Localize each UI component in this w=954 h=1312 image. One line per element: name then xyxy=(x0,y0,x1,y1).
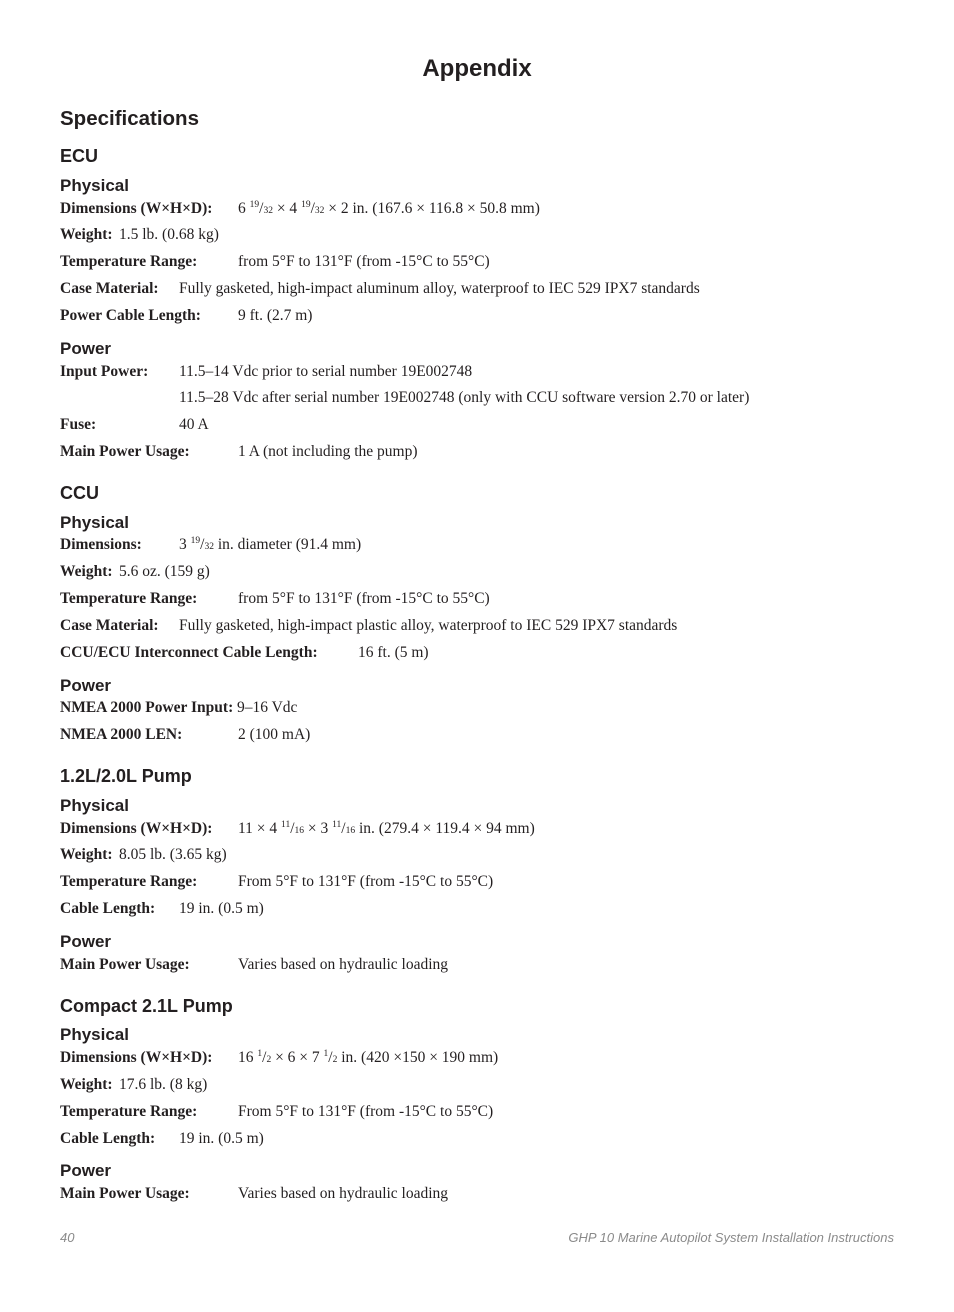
pump12-weight-value: 8.05 lb. (3.65 kg) xyxy=(119,846,227,863)
ecu-heading: ECU xyxy=(60,146,99,166)
pump12-physical-heading: Physical xyxy=(60,796,129,815)
ecu-dimensions-value: 6 $^{19}$/32 × 4 $^{19}$/32 × 2 in. (167.6 × 116.8 × 50.8 mm) xyxy=(238,200,540,217)
pump21-usage-value: Varies based on hydraulic loading xyxy=(238,1185,449,1202)
pump12-temperature-label: Temperature Range: xyxy=(60,873,198,890)
page-number: 40 xyxy=(60,1230,75,1245)
ccu-weight-value: 5.6 oz. (159 g) xyxy=(119,563,210,580)
ccu-dimensions-value: 3 $^{19}$/32 in. diameter (91.4 mm) xyxy=(179,536,362,553)
ccu-cable-value: 16 ft. (5 m) xyxy=(358,644,429,661)
ccu-physical-heading: Physical xyxy=(60,513,129,532)
pump12-cable-value: 19 in. (0.5 m) xyxy=(179,900,264,917)
document-title: GHP 10 Marine Autopilot System Installation Instructions xyxy=(568,1230,894,1245)
ccu-case-value: Fully gasketed, high-impact plastic alloy, waterproof to IEC 529 IPX7 standards xyxy=(179,617,678,634)
pump21-usage-label: Main Power Usage: xyxy=(60,1185,190,1202)
ecu-fuse-label: Fuse: xyxy=(60,416,97,433)
ecu-input-value-2: 11.5–28 Vdc after serial number 19E002748 (only with CCU software version 2.70 or later) xyxy=(179,389,750,406)
ccu-nmea-len-value: 2 (100 mA) xyxy=(238,726,311,743)
ecu-weight-label: Weight: xyxy=(60,226,113,243)
ecu-input-label: Input Power: xyxy=(60,363,149,380)
ecu-power-heading: Power xyxy=(60,339,112,358)
ccu-cable-label: CCU/ECU Interconnect Cable Length: xyxy=(60,644,318,661)
pump21-temperature-label: Temperature Range: xyxy=(60,1103,198,1120)
specifications-heading: Specifications xyxy=(60,107,199,130)
pump12-usage-label: Main Power Usage: xyxy=(60,956,190,973)
pump21-power-heading: Power xyxy=(60,1161,112,1180)
ccu-power-heading: Power xyxy=(60,676,112,695)
ccu-temperature-label: Temperature Range: xyxy=(60,590,198,607)
ecu-physical-heading: Physical xyxy=(60,176,129,195)
pump12-dimensions-value: 11 × 4 $^{11}$/16 × 3 $^{11}$/16 in. (279.4 × 119.4 × 94 mm) xyxy=(238,820,535,837)
pump12-power-heading: Power xyxy=(60,932,112,951)
ecu-temperature-label: Temperature Range: xyxy=(60,253,198,270)
ecu-cable-value: 9 ft. (2.7 m) xyxy=(238,307,313,324)
ccu-heading: CCU xyxy=(60,483,99,503)
ecu-input-value-1: 11.5–14 Vdc prior to serial number 19E002748 xyxy=(179,363,473,380)
pump21-weight-value: 17.6 lb. (8 kg) xyxy=(119,1076,208,1093)
pump12-usage-value: Varies based on hydraulic loading xyxy=(238,956,449,973)
pump21-temperature-value: From 5°F to 131°F (from -15°C to 55°C) xyxy=(238,1103,494,1120)
ecu-case-value: Fully gasketed, high-impact aluminum alloy, waterproof to IEC 529 IPX7 standards xyxy=(179,280,700,297)
ccu-nmea-input-value: 9–16 Vdc xyxy=(237,699,298,716)
ecu-weight-value: 1.5 lb. (0.68 kg) xyxy=(119,226,219,243)
ccu-case-label: Case Material: xyxy=(60,617,159,634)
pump12-weight-label: Weight: xyxy=(60,846,113,863)
pump21-weight-label: Weight: xyxy=(60,1076,113,1093)
ecu-fuse-value: 40 A xyxy=(179,416,209,433)
pump21-dimensions-value: 16 $^1$/2 × 6 × 7 $^1$/2 in. (420 ×150 × 190 mm) xyxy=(238,1049,499,1066)
ccu-temperature-value: from 5°F to 131°F (from -15°C to 55°C) xyxy=(238,590,490,607)
ccu-weight-label: Weight: xyxy=(60,563,113,580)
pump12-heading: 1.2L/2.0L Pump xyxy=(60,766,192,786)
pump21-physical-heading: Physical xyxy=(60,1025,129,1044)
pump21-cable-value: 19 in. (0.5 m) xyxy=(179,1130,264,1147)
ecu-usage-value: 1 A (not including the pump) xyxy=(238,443,418,460)
ccu-dimensions-label: Dimensions: xyxy=(60,536,142,553)
ecu-cable-label: Power Cable Length: xyxy=(60,307,201,324)
page-title: Appendix xyxy=(422,55,532,82)
pump21-dimensions-label: Dimensions (W×H×D): xyxy=(60,1049,213,1066)
ecu-temperature-value: from 5°F to 131°F (from -15°C to 55°C) xyxy=(238,253,490,270)
pump12-dimensions-label: Dimensions (W×H×D): xyxy=(60,820,213,837)
ccu-nmea-len-label: NMEA 2000 LEN: xyxy=(60,726,183,743)
pump21-heading: Compact 2.1L Pump xyxy=(60,996,233,1016)
ecu-usage-label: Main Power Usage: xyxy=(60,443,190,460)
pump12-cable-label: Cable Length: xyxy=(60,900,156,917)
ecu-case-label: Case Material: xyxy=(60,280,159,297)
pump21-cable-label: Cable Length: xyxy=(60,1130,156,1147)
ecu-dimensions-label: Dimensions (W×H×D): xyxy=(60,200,213,217)
ccu-nmea-input-label: NMEA 2000 Power Input: xyxy=(60,699,234,716)
pump12-temperature-value: From 5°F to 131°F (from -15°C to 55°C) xyxy=(238,873,494,890)
